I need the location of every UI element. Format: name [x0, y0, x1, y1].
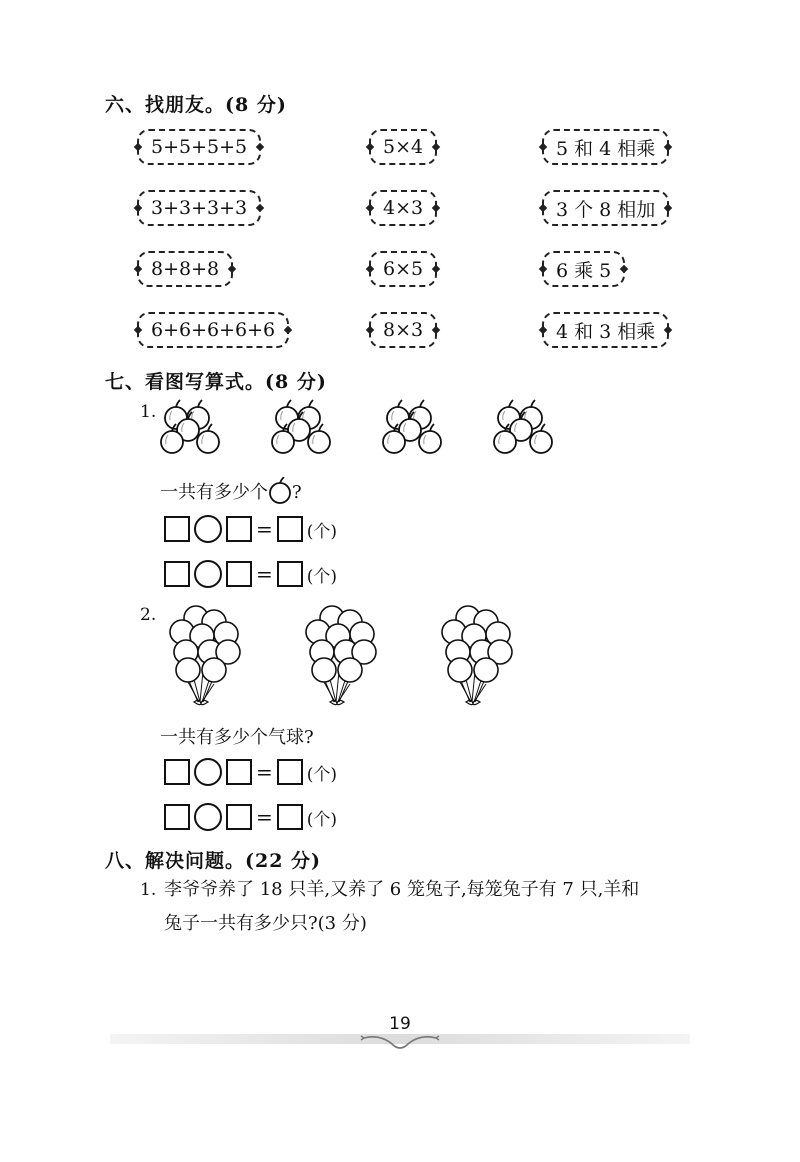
equals-sign: = — [256, 805, 273, 829]
match-item-mid-1[interactable]: 5×4 — [369, 129, 437, 165]
match-item-right-1[interactable]: 5 和 4 相乘 — [542, 129, 669, 165]
operator-circle[interactable] — [194, 758, 222, 786]
question-prefix: 一共有多少个 — [160, 482, 268, 503]
equals-sign: = — [256, 760, 273, 784]
section-6-title: 六、找朋友。(8 分) — [105, 94, 287, 116]
unit-label: (个) — [306, 566, 338, 587]
match-item-left-3[interactable]: 8+8+8 — [137, 251, 233, 287]
balloon-bunch-2 — [306, 606, 376, 705]
question-number: 1. — [140, 402, 157, 422]
balloon-bunch-1 — [170, 606, 240, 705]
apple-icon — [268, 477, 292, 505]
unit-label: (个) — [306, 809, 338, 830]
unit-label: (个) — [306, 521, 338, 542]
answer-box[interactable] — [226, 561, 252, 587]
word-problem-line-1: 李爷爷养了 18 只羊,又养了 6 笼兔子,每笼兔子有 7 只,羊和 — [164, 879, 640, 900]
page-footer — [110, 1012, 690, 1052]
operator-circle[interactable] — [194, 515, 222, 543]
equation-row — [164, 758, 337, 786]
match-item-left-2[interactable]: 3+3+3+3 — [137, 190, 261, 226]
equation-row — [164, 515, 337, 543]
question-number: 2. — [140, 605, 157, 625]
match-item-right-2[interactable]: 3 个 8 相加 — [542, 190, 669, 226]
match-item-mid-4[interactable]: 8×3 — [369, 312, 437, 348]
result-box[interactable] — [277, 759, 303, 785]
question-apples — [160, 477, 302, 505]
result-box[interactable] — [277, 804, 303, 830]
apple-group-4 — [494, 400, 552, 453]
answer-box[interactable] — [226, 804, 252, 830]
word-problem — [164, 873, 639, 941]
equals-sign: = — [256, 517, 273, 541]
unit-label: (个) — [306, 764, 338, 785]
match-item-left-1[interactable]: 5+5+5+5 — [137, 129, 261, 165]
question-number: 1. — [140, 880, 157, 900]
answer-box[interactable] — [164, 516, 190, 542]
section-8-title: 八、解决问题。(22 分) — [105, 850, 322, 872]
answer-box[interactable] — [226, 516, 252, 542]
result-box[interactable] — [277, 561, 303, 587]
apple-group-3 — [383, 400, 441, 453]
page-number: 19 — [389, 1014, 411, 1034]
equation-row — [164, 560, 337, 588]
answer-box[interactable] — [164, 561, 190, 587]
operator-circle[interactable] — [194, 560, 222, 588]
match-item-mid-2[interactable]: 4×3 — [369, 190, 437, 226]
apple-group-2 — [272, 400, 330, 453]
balloon-bunches-figure — [158, 602, 528, 712]
match-item-mid-3[interactable]: 6×5 — [369, 251, 437, 287]
match-item-left-4[interactable]: 6+6+6+6+6 — [137, 312, 289, 348]
operator-circle[interactable] — [194, 803, 222, 831]
question-suffix: ? — [292, 482, 302, 503]
result-box[interactable] — [277, 516, 303, 542]
match-item-right-4[interactable]: 4 和 3 相乘 — [542, 312, 669, 348]
answer-box[interactable] — [226, 759, 252, 785]
word-problem-line-2: 兔子一共有多少只?(3 分) — [164, 913, 367, 934]
apple-groups-figure — [156, 396, 586, 468]
answer-box[interactable] — [164, 759, 190, 785]
answer-box[interactable] — [164, 804, 190, 830]
balloon-bunch-3 — [442, 606, 512, 705]
equals-sign: = — [256, 562, 273, 586]
match-item-right-3[interactable]: 6 乘 5 — [542, 251, 625, 287]
question-balloons: 一共有多少个气球? — [160, 727, 314, 748]
apple-group-1 — [161, 400, 219, 453]
section-7-title: 七、看图写算式。(8 分) — [105, 371, 327, 393]
equation-row — [164, 803, 337, 831]
